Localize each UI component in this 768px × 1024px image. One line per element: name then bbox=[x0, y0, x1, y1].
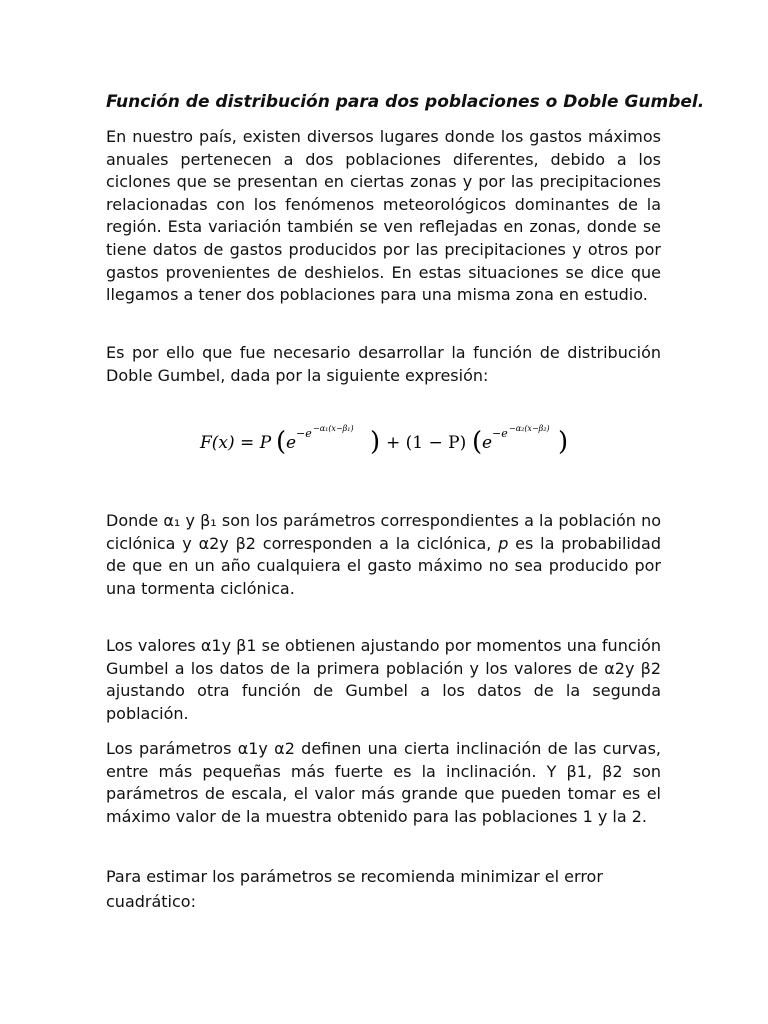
paragraph-parameters bbox=[106, 510, 661, 600]
paragraph-expression-intro: Es por ello que fue necesario desarrollar la función de distribución Doble Gumbel, dada por la siguiente expresión: bbox=[106, 343, 661, 385]
paragraph-estimation bbox=[106, 866, 661, 913]
paragraph-inclination: Los parámetros α1y α2 definen una cierta inclinación de las curvas, entre más pequeñas más fuerte es la inclinación. Y β1, β2 son parámetros de escala, el valor más grande que pueden tomar es el máximo valor de la muestra obtenido para las poblaciones 1 y la 2. bbox=[106, 739, 661, 826]
document-title: Función de distribución para dos poblaciones o Doble Gumbel. bbox=[106, 92, 705, 112]
paragraph-estimation-line2: cuadrático: bbox=[106, 891, 196, 911]
probability-symbol: p bbox=[498, 533, 509, 553]
formula-exp-sup-2: −α₂(x−β₂) bbox=[509, 424, 550, 433]
formula-base-1: e bbox=[286, 433, 297, 453]
formula-graphic bbox=[200, 420, 570, 466]
formula-base-2: e bbox=[482, 433, 493, 453]
formula-mid: + (1 − P) bbox=[386, 433, 467, 453]
formula-exp-1: −e bbox=[296, 427, 312, 440]
formula-exp-sup-1: −α₁(x−β₁) bbox=[313, 424, 354, 433]
formula-paren-close-2: ) bbox=[558, 427, 569, 457]
paragraph-estimation-line1: Para estimar los parámetros se recomienda minimizar el error bbox=[106, 867, 603, 886]
formula-paren-open-1: ( bbox=[276, 427, 287, 457]
formula-paren-open-2: ( bbox=[472, 427, 483, 457]
formula-paren-close-1: ) bbox=[370, 427, 381, 457]
paragraph-parameters-part-b: es la probabilidad de que en un año cualquiera el gasto máximo no sea producido por una tormenta ciclónica. bbox=[106, 533, 661, 598]
formula-exp-2: −e bbox=[492, 427, 508, 440]
paragraph-parameters-part-a: Donde α₁ y β₁ son los parámetros correspondientes a la población no ciclónica y α2y β2 corresponden a la ciclónica, bbox=[106, 511, 661, 553]
paragraph-values: Los valores α1y β1 se obtienen ajustando por momentos una función Gumbel a los datos de la primera población y los valores de α2y β2 ajustando otra función de Gumbel a los datos de la segunda población. bbox=[106, 636, 661, 723]
formula-lhs: F(x) = P bbox=[200, 433, 272, 453]
double-gumbel-formula bbox=[200, 420, 570, 466]
paragraph-intro: En nuestro país, existen diversos lugares donde los gastos máximos anuales pertenecen a dos poblaciones diferentes, debido a los ciclones que se presentan en ciertas zonas y por las precipitaciones relacionadas con los fenómenos meteorológicos dominantes de la región. Esta variación también se ven reflejadas en zonas, donde se tiene datos de gastos producidos por las precipitaciones y otros por gastos provenientes de deshielos. En estas situaciones se dice que llegamos a tener dos poblaciones para una misma zona en estudio. bbox=[106, 127, 661, 305]
